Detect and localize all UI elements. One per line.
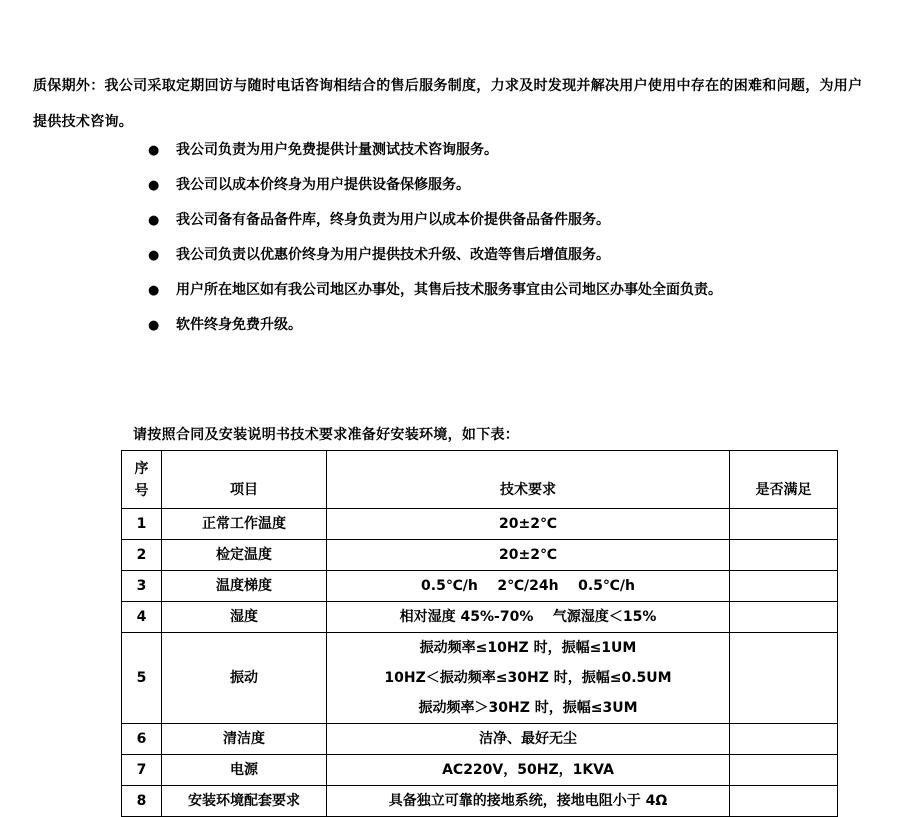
cell-requirement: 20±2℃ [327,540,730,571]
service-bullet-list [148,135,722,345]
cell-satisfied[interactable] [730,540,838,571]
cell-satisfied[interactable] [730,633,838,724]
cell-satisfied[interactable] [730,571,838,602]
cell-requirement: 20±2℃ [327,509,730,540]
cell-seq: 3 [122,571,162,602]
requirement-line: 10HZ＜振动频率≤30HZ 时，振幅≤0.5UM [384,670,672,686]
cell-satisfied[interactable] [730,755,838,786]
bullet-text: 我公司备有备品备件库，终身负责为用户以成本价提供备品备件服务。 [176,212,610,228]
table-row [122,755,838,786]
cell-requirement: 相对湿度 45%-70% 气源湿度＜15% [327,602,730,633]
bullet-text: 软件终身免费升级。 [176,317,302,333]
installation-environment-table [121,450,838,817]
cell-seq: 2 [122,540,162,571]
bullet-text: 我公司负责以优惠价终身为用户提供技术升级、改造等售后增值服务。 [176,247,610,263]
header-seq-line1: 序 [134,460,149,477]
table-row [122,602,838,633]
cell-satisfied[interactable] [730,724,838,755]
table-caption: 请按照合同及安装说明书技术要求准备好安装环境，如下表： [133,427,520,443]
bullet-text: 我公司负责为用户免费提供计量测试技术咨询服务。 [176,142,498,158]
header-requirement: 技术要求 [327,451,730,509]
cell-item: 清洁度 [162,724,327,755]
bullet-text: 用户所在地区如有我公司地区办事处，其售后技术服务事宜由公司地区办事处全面负责。 [176,282,722,298]
cell-satisfied[interactable] [730,602,838,633]
bullet-icon: ● [148,213,160,228]
cell-item: 检定温度 [162,540,327,571]
cell-satisfied[interactable] [730,786,838,817]
cell-item: 正常工作温度 [162,509,327,540]
list-item [148,170,722,205]
bullet-icon: ● [148,318,160,333]
table-row [122,540,838,571]
bullet-icon: ● [148,143,160,158]
header-seq-line2: 号 [134,482,149,499]
cell-requirement: AC220V，50HZ，1KVA [327,755,730,786]
cell-seq: 1 [122,509,162,540]
header-satisfied: 是否满足 [730,451,838,509]
list-item [148,275,722,310]
table-row [122,724,838,755]
bullet-icon: ● [148,283,160,298]
cell-seq: 7 [122,755,162,786]
warranty-intro-paragraph: 质保期外：我公司采取定期回访与随时电话咨询相结合的售后服务制度，力求及时发现并解决用户使用中存在的困难和问题，为用户提供技术咨询。 [33,78,863,130]
bullet-text: 我公司以成本价终身为用户提供设备保修服务。 [176,177,470,193]
list-item [148,240,722,275]
list-item [148,205,722,240]
cell-item: 振动 [162,633,327,724]
cell-requirement: 0.5℃/h 2℃/24h 0.5℃/h [327,571,730,602]
cell-seq: 8 [122,786,162,817]
cell-seq: 5 [122,633,162,724]
table-header-row [122,451,838,509]
table-row [122,571,838,602]
table-row [122,633,838,724]
cell-satisfied[interactable] [730,509,838,540]
list-item [148,135,722,170]
table-row [122,509,838,540]
bullet-icon: ● [148,248,160,263]
bullet-icon: ● [148,178,160,193]
requirement-line: 振动频率≤10HZ 时，振幅≤1UM [419,640,637,656]
table-row [122,786,838,817]
cell-requirement [327,633,730,724]
cell-requirement: 洁净、最好无尘 [327,724,730,755]
requirement-line: 振动频率＞30HZ 时，振幅≤3UM [418,700,638,716]
cell-requirement: 具备独立可靠的接地系统，接地电阻小于 4Ω [327,786,730,817]
header-seq [122,451,162,509]
cell-item: 电源 [162,755,327,786]
cell-item: 温度梯度 [162,571,327,602]
header-item: 项目 [162,451,327,509]
cell-seq: 4 [122,602,162,633]
cell-seq: 6 [122,724,162,755]
list-item [148,310,722,345]
cell-item: 湿度 [162,602,327,633]
cell-item: 安装环境配套要求 [162,786,327,817]
